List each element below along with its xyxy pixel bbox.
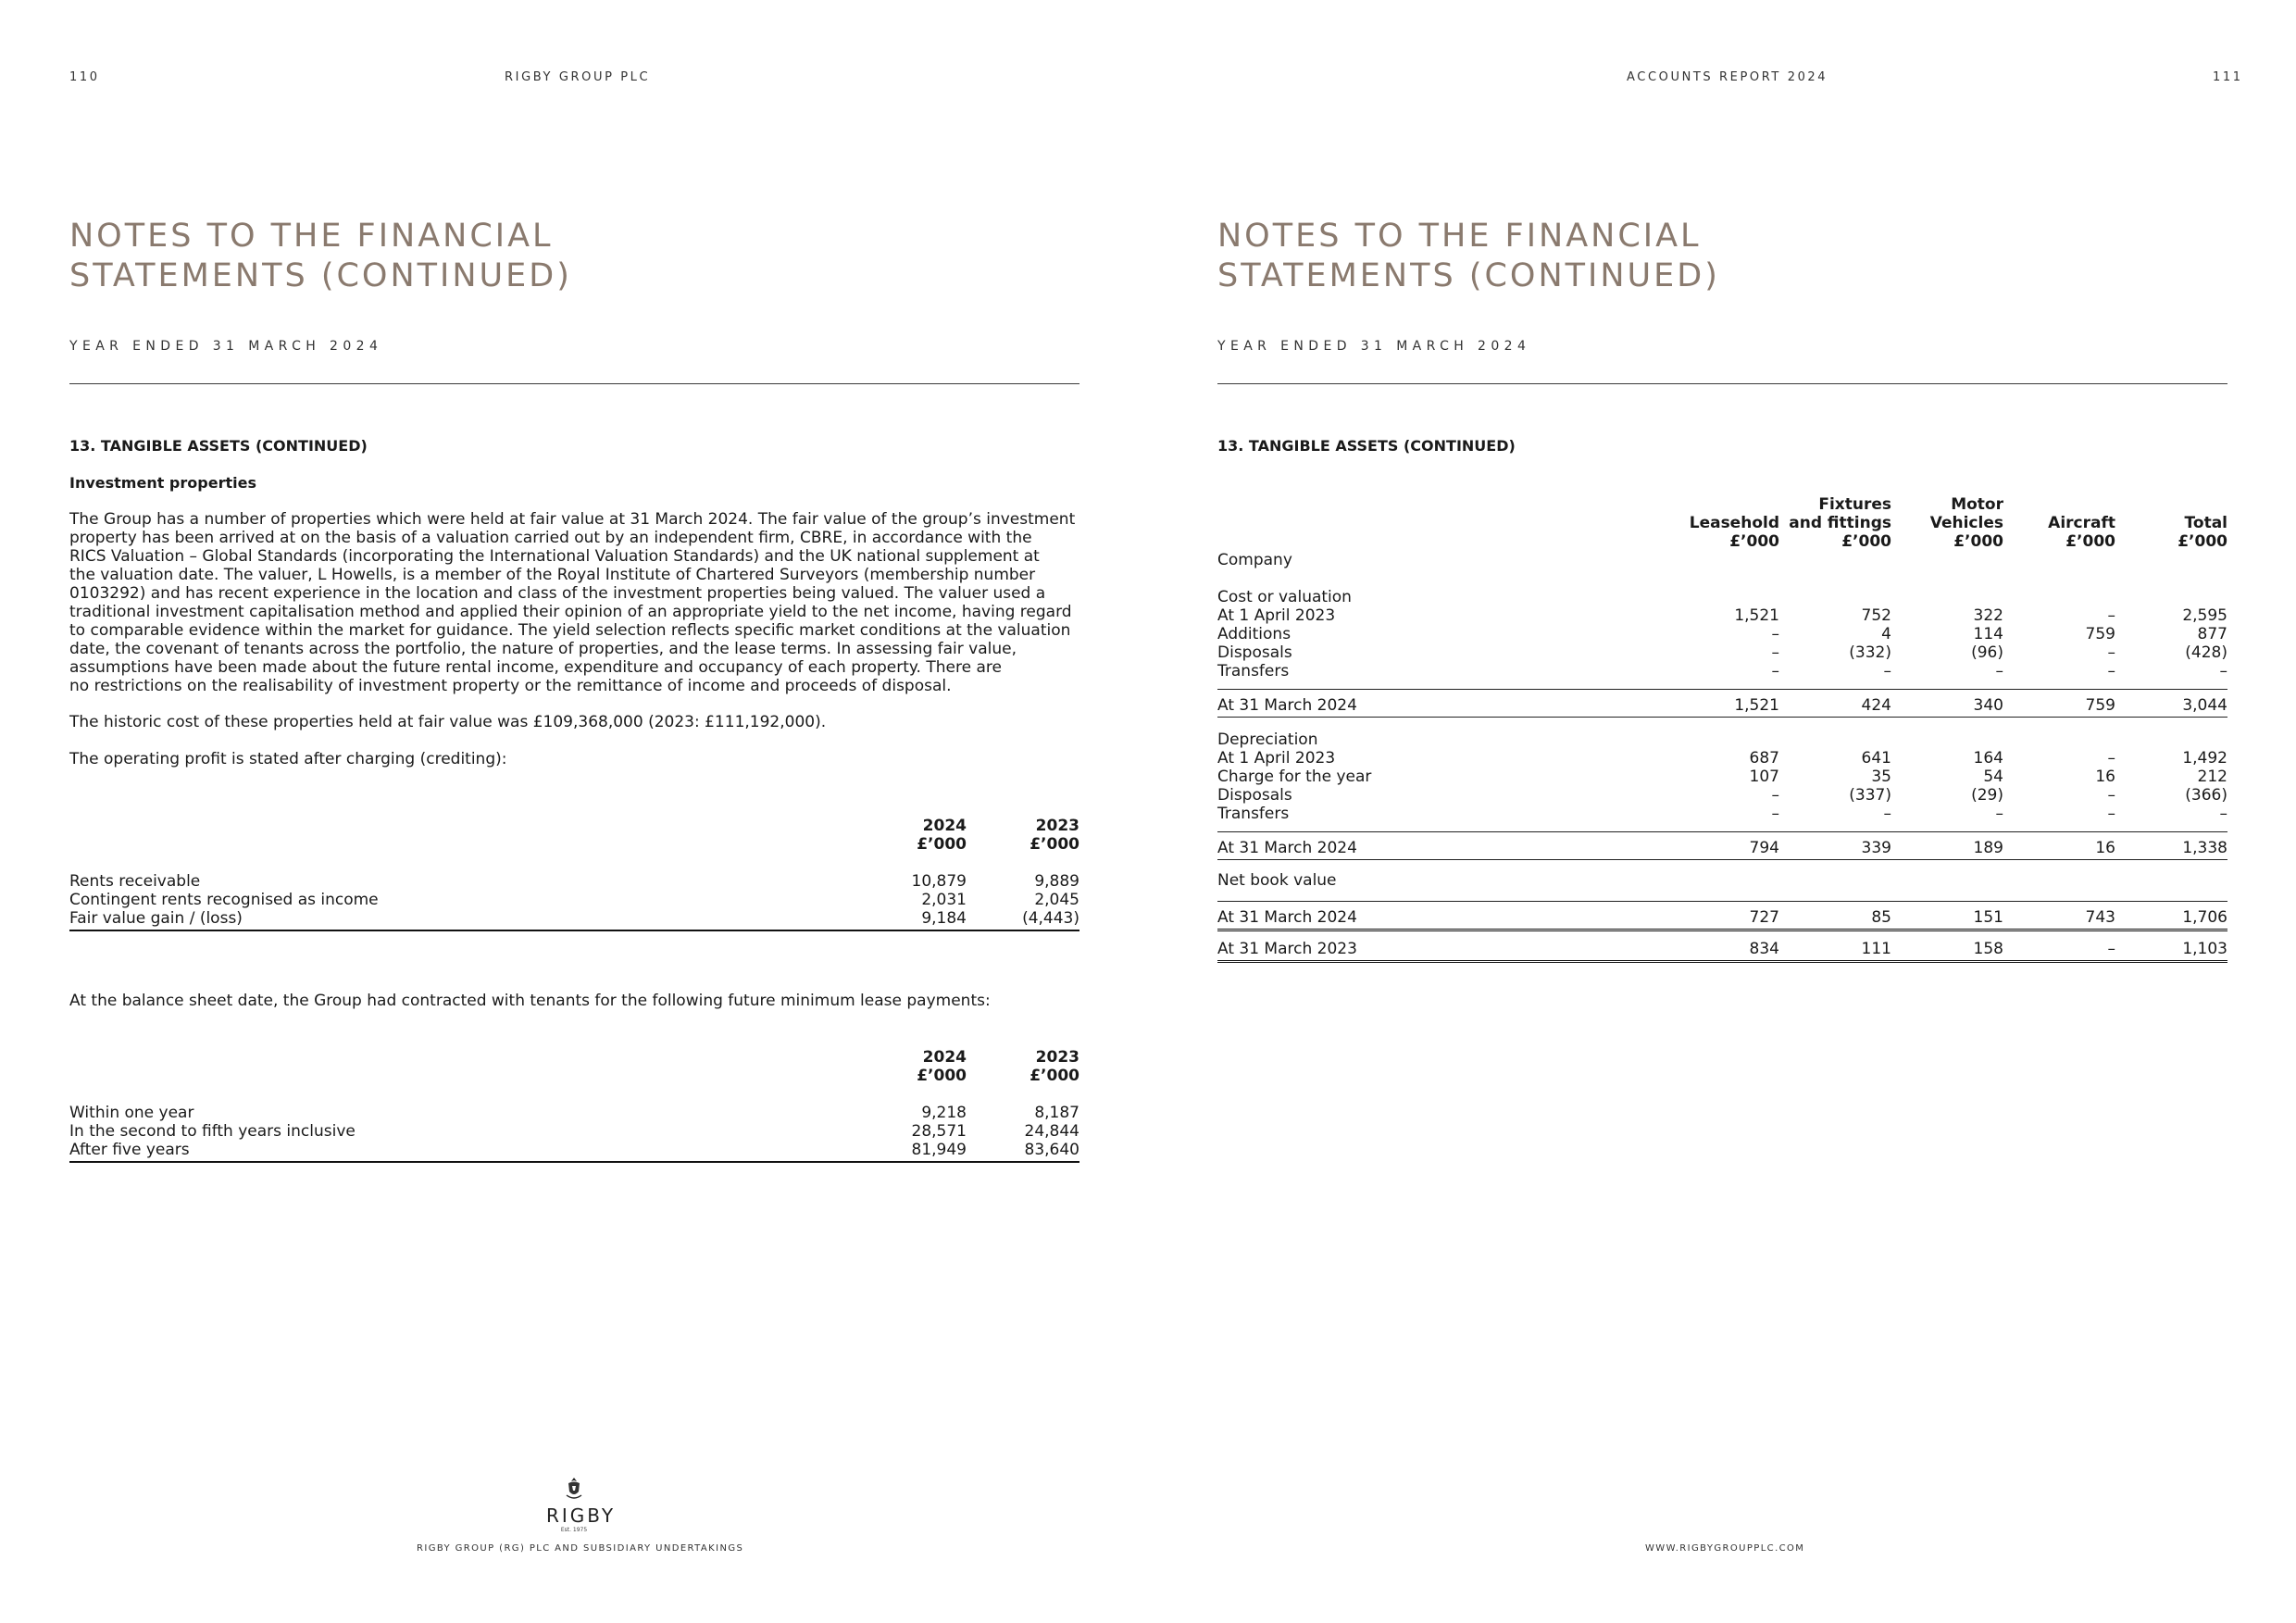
paragraph-line: date, the covenant of tenants across the portfolio, the nature of properties, and the lease terms. In assessing fair value, [69,640,1017,658]
footer-text: RIGBY GROUP (RG) PLC AND SUBSIDIARY UNDERTAKINGS [417,1543,744,1554]
page-number: 111 [2213,70,2243,84]
footer-website: WWW.RIGBYGROUPPLC.COM [1645,1543,1805,1554]
column-header-2024: 2024 £’000 [917,817,967,854]
table-row: At 1 April 2023 1,521 752 322 – 2,595 [1217,606,2227,625]
subheading-investment-properties: Investment properties [69,474,256,492]
page-title-line-2: STATEMENTS (CONTINUED) [69,257,572,294]
lease-payments-table [69,1048,1079,1163]
tangible-assets-table [1217,495,2227,963]
paragraph-line: to comparable evidence within the market for guidance. The yield selection reflects specific market conditions at the valuation [69,621,1071,640]
paragraph-line: traditional investment capitalisation method and applied their opinion of an appropriate yield to the net income, having regard [69,603,1072,621]
table-row-total: At 31 March 2024 1,521 424 340 759 3,044 [1217,690,2227,718]
header-report-name: ACCOUNTS REPORT 2024 [1627,70,1828,84]
table-row-nbv-2023: At 31 March 2023 834 111 158 – 1,103 [1217,930,2227,962]
table-header-row [1217,495,2227,551]
table-row: In the second to fifth years inclusive 28,571 24,844 [69,1122,1079,1141]
column-header-aircraft: Aircraft £’000 [2048,514,2115,551]
table-row: Disposals – (337) (29) – (366) [1217,786,2227,805]
cost-heading-row: Cost or valuation [1217,588,1352,606]
header-company-name: RIGBY GROUP PLC [505,70,651,84]
table-row: Fair value gain / (loss) 9,184 (4,443) [69,909,1079,930]
page-title-line-1: NOTES TO THE FINANCIAL [1217,218,1702,255]
right-page [1148,0,2296,1623]
table-row: Rents receivable 10,879 9,889 [69,872,1079,891]
table-row: Disposals – (332) (96) – (428) [1217,643,2227,662]
nbv-heading-row: Net book value [1217,871,2227,902]
rigby-logo [546,1477,617,1533]
page-title [69,217,572,296]
paragraph-line: the valuation date. The valuer, L Howells, is a member of the Royal Institute of Chartered Surveyors (membership number [69,566,1036,584]
column-header-leasehold: Leasehold £’000 [1689,514,1779,551]
rents-table [69,817,1079,931]
paragraph-line: 0103292) and has recent experience in the location and class of the investment properties being valued. The valuer used a [69,584,1046,603]
page-subtitle: YEAR ENDED 31 MARCH 2024 [1217,339,1531,354]
logo-established: Est. 1975 [560,1527,588,1533]
lease-intro-text: At the balance sheet date, the Group had contracted with tenants for the following future minimum lease payments: [69,992,991,1010]
column-header-2024: 2024 £’000 [917,1048,967,1085]
table-row: Contingent rents recognised as income 2,031 2,045 [69,891,1079,909]
column-header-2023: 2023 £’000 [1029,1048,1079,1085]
header-divider [69,383,1079,384]
section-heading: 13. TANGIBLE ASSETS (CONTINUED) [69,437,368,455]
table-header-row [69,1048,1079,1085]
column-header-motor-vehicles: Motor Vehicles £’000 [1929,495,2003,551]
table-row-nbv-2024: At 31 March 2024 727 85 151 743 1,706 [1217,902,2227,930]
table-row: Charge for the year 107 35 54 16 212 [1217,768,2227,786]
table-row: Transfers – – – – – [1217,805,2227,823]
table-row: Transfers – – – – – [1217,662,2227,680]
column-header-2023: 2023 £’000 [1029,817,1079,854]
paragraph-line: property has been arrived at on the basis of a valuation carried out by an independent firm, CBRE, in accordance with the [69,529,1032,547]
page-number: 110 [69,70,100,84]
column-header-total: Total £’000 [2177,514,2227,551]
section-heading: 13. TANGIBLE ASSETS (CONTINUED) [1217,437,1516,455]
page-title-line-1: NOTES TO THE FINANCIAL [69,218,554,255]
paragraph-line: The Group has a number of properties which were held at fair value at 31 March 2024. The fair value of the group’s investment [69,510,1076,529]
operating-profit-text: The operating profit is stated after charging (crediting): [69,750,507,768]
header-divider [1217,383,2227,384]
historic-cost-text: The historic cost of these properties held at fair value was £109,368,000 (2023: £111,192,000). [69,713,827,731]
valuation-paragraph [69,510,1097,695]
table-row-total: At 31 March 2024 794 339 189 16 1,338 [1217,832,2227,860]
page-title [1217,217,1720,296]
table-row: Additions – 4 114 759 877 [1217,625,2227,643]
table-row: After five years 81,949 83,640 [69,1141,1079,1162]
crest-icon [564,1477,584,1501]
company-label-row: Company [1217,551,1292,569]
depreciation-heading-row: Depreciation [1217,730,1318,749]
page-title-line-2: STATEMENTS (CONTINUED) [1217,257,1720,294]
paragraph-line: RICS Valuation – Global Standards (incorporating the International Valuation Standards) and the UK national supplement at [69,547,1040,566]
page-subtitle: YEAR ENDED 31 MARCH 2024 [69,339,383,354]
table-row: Within one year 9,218 8,187 [69,1104,1079,1122]
paragraph-line: no restrictions on the realisability of investment property or the remittance of income and proceeds of disposal. [69,677,952,695]
paragraph-line: assumptions have been made about the future rental income, expenditure and occupancy of each property. There are [69,658,1002,677]
column-header-fixtures: Fixtures and fittings £’000 [1789,495,1891,551]
table-row: At 1 April 2023 687 641 164 – 1,492 [1217,749,2227,768]
table-header-row [69,817,1079,854]
logo-wordmark: RIGBY [546,1504,617,1527]
